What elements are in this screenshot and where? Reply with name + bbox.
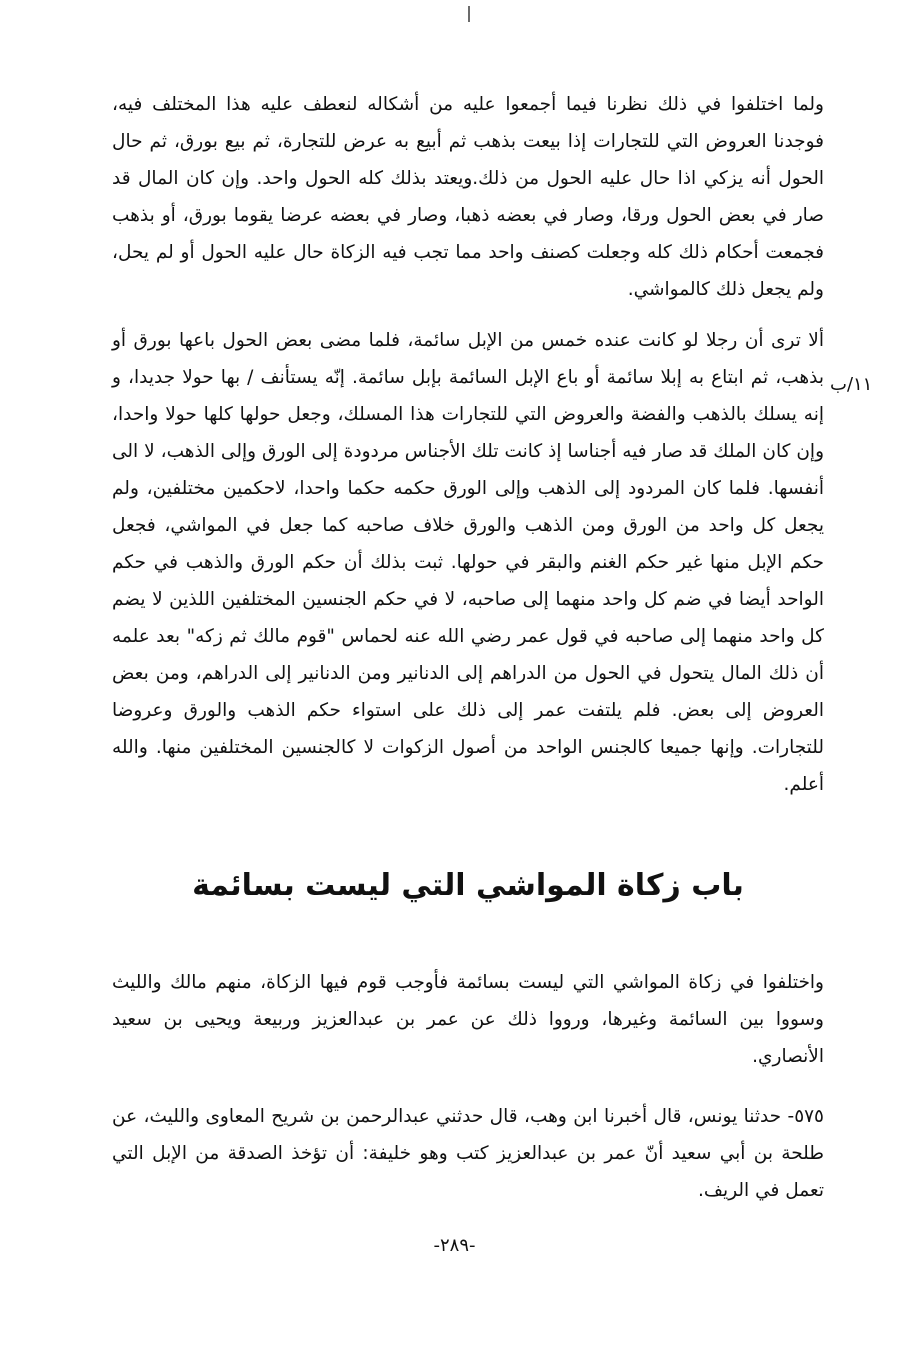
top-mark: [468, 6, 470, 22]
paragraph-2: ألا ترى أن رجلا لو كانت عنده خمس من الإبل سائمة، فلما مضى بعض الحول باعها بورق أو بذهب، ثم ابتاع به إبلا سائمة أو باع الإبل السائمة بإبل سائمة. إنّه يستأنف / بها حولا جديدا، و إنه يسلك بالذهب والفضة والعروض التي للتجارات هذا المسلك، وجعل حولها كلها حولا واحدا، وإن كان الملك قد صار فيه أجناسا إذ كانت تلك الأجناس مردودة إلى الورق وإلى الذهب، لا الى أنفسها. فلما كان المردود إلى الذهب وإلى الورق حكمه حكما واحدا، لاحكمين مختلفين، ولم يجعل كل واحد من الورق ومن الذهب والورق خلاف صاحبه كما جعل في المواشي، فجعل حكم الإبل منها غير حكم الغنم والبقر في حولها. ثبت بذلك أن حكم الورق والذهب في حكم الواحد أيضا في ضم كل واحد منهما إلى صاحبه، لا في حكم الجنسين المختلفين اللذين لا يضم كل واحد منهما إلى صاحبه في قول عمر رضي الله عنه لحماس "قوم مالك ثم زكه" بعد علمه أن ذلك المال يتحول في الحول من الدراهم إلى الدنانير ومن الدنانير إلى الدراهم، ومن بعض العروض إلى بعض. فلم يلتفت عمر إلى ذلك على استواء حكم الذهب والورق وعروضا للتجارات. وإنها جميعا كالجنس الواحد من أصول الزكوات لا كالجنسين المختلفين منها. والله أعلم.: [112, 330, 824, 795]
paragraph-3: واختلفوا في زكاة المواشي التي ليست بسائمة فأوجب قوم فيها الزكاة، منهم مالك والليث وسووا بين السائمة وغيرها، ورووا ذلك عن عمر بن عبدالعزيز وربيعة ويحيى بن سعيد الأنصاري.: [112, 972, 824, 1067]
paragraph-1: ولما اختلفوا في ذلك نظرنا فيما أجمعوا عليه من أشكاله لنعطف عليه هذا المختلف فيه، فوجدنا العروض التي للتجارات إذا بيعت بذهب ثم أبيع به عرض للتجارة، ثم بيع بورق، ثم حال الحول أنه يزكي اذا حال عليه الحول من ذلك.ويعتد بذلك كله الحول واحد. وإن كان المال قد صار في بعض الحول ورقا، وصار في بعضه ذهبا، وصار في بعضه عرضا يقوما بورق، أو بذهب فجمعت أحكام ذلك كله وجعلت كصنف واحد مما تجب فيه الزكاة حال عليه الحول أو لم يحل، ولم يجعل ذلك كالمواشي.: [112, 94, 824, 300]
page-number: -٢٨٩-: [433, 1235, 476, 1256]
folio-margin-note: ١١/ب: [830, 374, 873, 395]
hadith-575: ٥٧٥- حدثنا يونس، قال أخبرنا ابن وهب، قال حدثني عبدالرحمن بن شريح المعاوى والليث، عن طلحة بن أبي سعيد أنّ عمر بن عبدالعزيز كتب وهو خليفة: أن تؤخذ الصدقة من الإبل التي تعمل في الريف.: [112, 1106, 824, 1201]
section-title: باب زكاة المواشي التي ليست بسائمة: [192, 868, 744, 903]
